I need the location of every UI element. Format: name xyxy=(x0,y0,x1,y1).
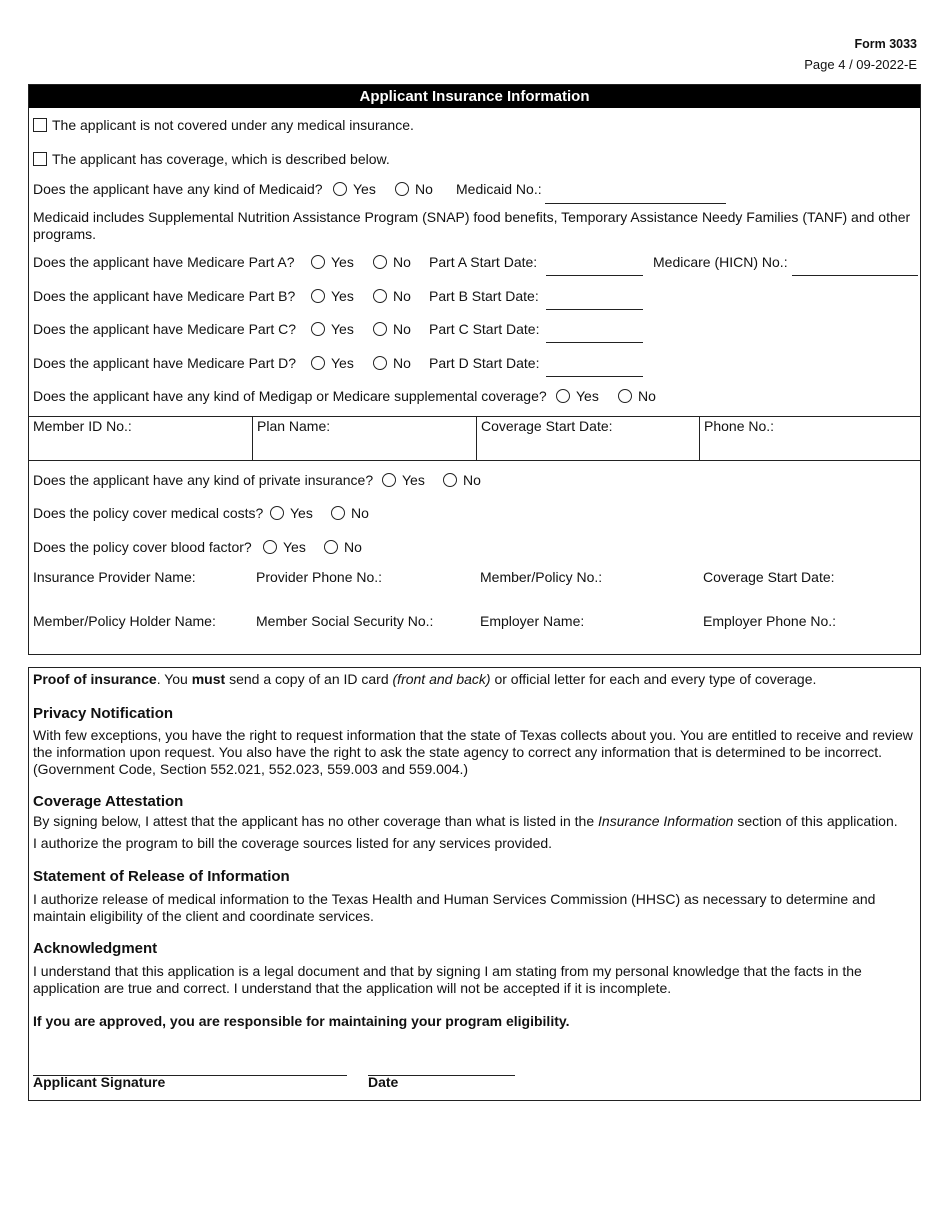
medicaid-number-label: Medicaid No.: xyxy=(456,181,542,197)
medicaid-yes-radio[interactable] xyxy=(333,182,347,196)
part-d-question: Does the applicant have Medicare Part D? xyxy=(33,355,297,371)
yes-label: Yes xyxy=(331,321,354,337)
acknowledgment-heading: Acknowledgment xyxy=(33,940,158,957)
privacy-heading: Privacy Notification xyxy=(33,705,174,722)
plan-name-cell[interactable] xyxy=(252,417,476,460)
no-label: No xyxy=(351,505,369,521)
blood-factor-yes-radio[interactable] xyxy=(263,540,277,554)
part-c-date-label: Part C Start Date: xyxy=(429,321,540,337)
part-d-no-option[interactable] xyxy=(373,355,411,371)
part-d-yes-radio[interactable] xyxy=(311,356,325,370)
has-coverage-label: The applicant has coverage, which is described below. xyxy=(52,151,390,167)
private-yes-radio[interactable] xyxy=(382,473,396,487)
hicn-field[interactable] xyxy=(792,275,918,276)
proof-must: must xyxy=(191,671,226,687)
not-covered-row xyxy=(33,117,414,133)
no-label: No xyxy=(393,321,411,337)
release-text: I authorize release of medical information to the Texas Health and Human Services Commission (HHSC) as necessary to determine and maintain eligibility of the client and coordinate services. xyxy=(33,891,876,924)
section-title: Applicant Insurance Information xyxy=(29,85,920,108)
medicaid-note: Medicaid includes Supplemental Nutrition Assistance Program (SNAP) food benefits, Temporary Assistance Needy Families (TANF) and other programs. xyxy=(33,209,911,242)
attestation-heading: Coverage Attestation xyxy=(33,793,184,810)
no-label: No xyxy=(393,254,411,270)
private-yes-option[interactable] xyxy=(382,472,425,488)
notices-section xyxy=(28,667,921,1101)
medicaid-yes-option[interactable] xyxy=(333,181,376,197)
no-label: No xyxy=(393,355,411,371)
part-a-date-field[interactable] xyxy=(546,275,643,276)
yes-label: Yes xyxy=(290,505,313,521)
yes-label: Yes xyxy=(576,388,599,404)
part-d-no-radio[interactable] xyxy=(373,356,387,370)
part-b-question: Does the applicant have Medicare Part B? xyxy=(33,288,296,304)
has-coverage-checkbox[interactable] xyxy=(33,152,47,166)
no-label: No xyxy=(463,472,481,488)
employer-name-label: Employer Name: xyxy=(480,613,585,629)
medigap-no-radio[interactable] xyxy=(618,389,632,403)
part-c-no-radio[interactable] xyxy=(373,322,387,336)
not-covered-checkbox[interactable] xyxy=(33,118,47,132)
proof-text-3: or official letter for each and every type of coverage. xyxy=(490,671,817,687)
phone-label: Phone No.: xyxy=(704,418,775,434)
medigap-details-grid xyxy=(29,416,920,461)
member-ssn-label: Member Social Security No.: xyxy=(256,613,434,629)
yes-label: Yes xyxy=(353,181,376,197)
privacy-text: With few exceptions, you have the right to request information that the state of Texas collects about you. You are entitled to receive and review the information upon request. You also have the right to ask the state agency to correct any information that is determined to be incorrect. (Government Code, Section 552.021, 552.023, 559.003 and 559.004.) xyxy=(33,727,913,777)
private-coverage-start-label: Coverage Start Date: xyxy=(703,569,835,585)
member-id-cell[interactable] xyxy=(29,417,252,460)
medical-costs-question: Does the policy cover medical costs? xyxy=(33,505,264,521)
member-policy-no-label: Member/Policy No.: xyxy=(480,569,603,585)
not-covered-label: The applicant is not covered under any medical insurance. xyxy=(52,117,414,133)
release-heading: Statement of Release of Information xyxy=(33,868,290,885)
attestation-bill-text: I authorize the program to bill the coverage sources listed for any services provided. xyxy=(33,835,553,851)
phone-cell[interactable] xyxy=(699,417,920,460)
proof-text-1: . You xyxy=(156,671,192,687)
plan-name-label: Plan Name: xyxy=(257,418,331,434)
coverage-start-cell[interactable] xyxy=(476,417,699,460)
part-c-date-field[interactable] xyxy=(546,342,643,343)
part-c-yes-radio[interactable] xyxy=(311,322,325,336)
part-a-no-radio[interactable] xyxy=(373,255,387,269)
medical-costs-no-option[interactable] xyxy=(331,505,369,521)
medical-costs-yes-option[interactable] xyxy=(270,505,313,521)
attestation-text xyxy=(33,813,917,830)
part-a-yes-radio[interactable] xyxy=(311,255,325,269)
private-insurance-question: Does the applicant have any kind of private insurance? xyxy=(33,472,374,488)
coverage-start-label: Coverage Start Date: xyxy=(481,418,613,434)
medicaid-row xyxy=(33,181,323,197)
date-label: Date xyxy=(368,1074,399,1090)
medicaid-number-field[interactable] xyxy=(545,203,726,204)
attestation-text-1: By signing below, I attest that the applicant has no other coverage than what is listed in the xyxy=(33,813,599,829)
medigap-yes-radio[interactable] xyxy=(556,389,570,403)
part-a-yes-option[interactable] xyxy=(311,254,354,270)
blood-factor-question: Does the policy cover blood factor? xyxy=(33,539,252,555)
private-no-option[interactable] xyxy=(443,472,481,488)
page-info: Page 4 / 09-2022-E xyxy=(804,57,917,72)
medigap-yes-option[interactable] xyxy=(556,388,599,404)
yes-label: Yes xyxy=(331,254,354,270)
has-coverage-row xyxy=(33,151,390,167)
blood-factor-yes-option[interactable] xyxy=(263,539,306,555)
part-b-no-option[interactable] xyxy=(373,288,411,304)
acknowledgment-text: I understand that this application is a legal document and that by signing I am stating from my personal knowledge that the facts in the application are true and correct. I understand that the application will not be accepted if it is incomplete. xyxy=(33,963,862,996)
proof-bold: Proof of insurance xyxy=(33,671,157,687)
attestation-text-2: section of this application. xyxy=(733,813,898,829)
proof-italic: (front and back) xyxy=(392,671,491,687)
part-a-date-label: Part A Start Date: xyxy=(429,254,538,270)
insurance-section xyxy=(28,84,921,655)
member-id-label: Member ID No.: xyxy=(33,418,132,434)
part-c-question: Does the applicant have Medicare Part C? xyxy=(33,321,297,337)
yes-label: Yes xyxy=(402,472,425,488)
part-b-yes-option[interactable] xyxy=(311,288,354,304)
medicaid-question: Does the applicant have any kind of Medicaid? xyxy=(33,181,323,197)
medical-costs-yes-radio[interactable] xyxy=(270,506,284,520)
part-b-yes-radio[interactable] xyxy=(311,289,325,303)
private-no-radio[interactable] xyxy=(443,473,457,487)
part-a-no-option[interactable] xyxy=(373,254,411,270)
part-d-yes-option[interactable] xyxy=(311,355,354,371)
no-label: No xyxy=(393,288,411,304)
medigap-question: Does the applicant have any kind of Medigap or Medicare supplemental coverage? xyxy=(33,388,547,404)
part-c-no-option[interactable] xyxy=(373,321,411,337)
part-a-question: Does the applicant have Medicare Part A? xyxy=(33,254,295,270)
employer-phone-label: Employer Phone No.: xyxy=(703,613,837,629)
yes-label: Yes xyxy=(331,355,354,371)
attestation-italic: Insurance Information xyxy=(598,813,734,829)
no-label: No xyxy=(344,539,362,555)
medical-costs-no-radio[interactable] xyxy=(331,506,345,520)
part-b-date-field[interactable] xyxy=(546,309,643,310)
proof-text-2: send a copy of an ID card xyxy=(225,671,393,687)
yes-label: Yes xyxy=(283,539,306,555)
hicn-label: Medicare (HICN) No.: xyxy=(653,254,788,270)
provider-name-label: Insurance Provider Name: xyxy=(33,569,196,585)
blood-factor-no-radio[interactable] xyxy=(324,540,338,554)
blood-factor-no-option[interactable] xyxy=(324,539,362,555)
approved-text: If you are approved, you are responsible for maintaining your program eligibility. xyxy=(33,1013,570,1029)
medicaid-no-radio[interactable] xyxy=(395,182,409,196)
part-b-date-label: Part B Start Date: xyxy=(429,288,539,304)
part-d-date-field[interactable] xyxy=(546,376,643,377)
policy-holder-name-label: Member/Policy Holder Name: xyxy=(33,613,216,629)
no-label: No xyxy=(415,181,433,197)
form-number: Form 3033 xyxy=(854,37,917,51)
medicaid-no-option[interactable] xyxy=(395,181,433,197)
yes-label: Yes xyxy=(331,288,354,304)
proof-of-insurance xyxy=(33,671,917,688)
part-b-no-radio[interactable] xyxy=(373,289,387,303)
provider-phone-label: Provider Phone No.: xyxy=(256,569,383,585)
part-d-date-label: Part D Start Date: xyxy=(429,355,540,371)
part-c-yes-option[interactable] xyxy=(311,321,354,337)
no-label: No xyxy=(638,388,656,404)
medigap-no-option[interactable] xyxy=(618,388,656,404)
signature-label: Applicant Signature xyxy=(33,1074,166,1090)
